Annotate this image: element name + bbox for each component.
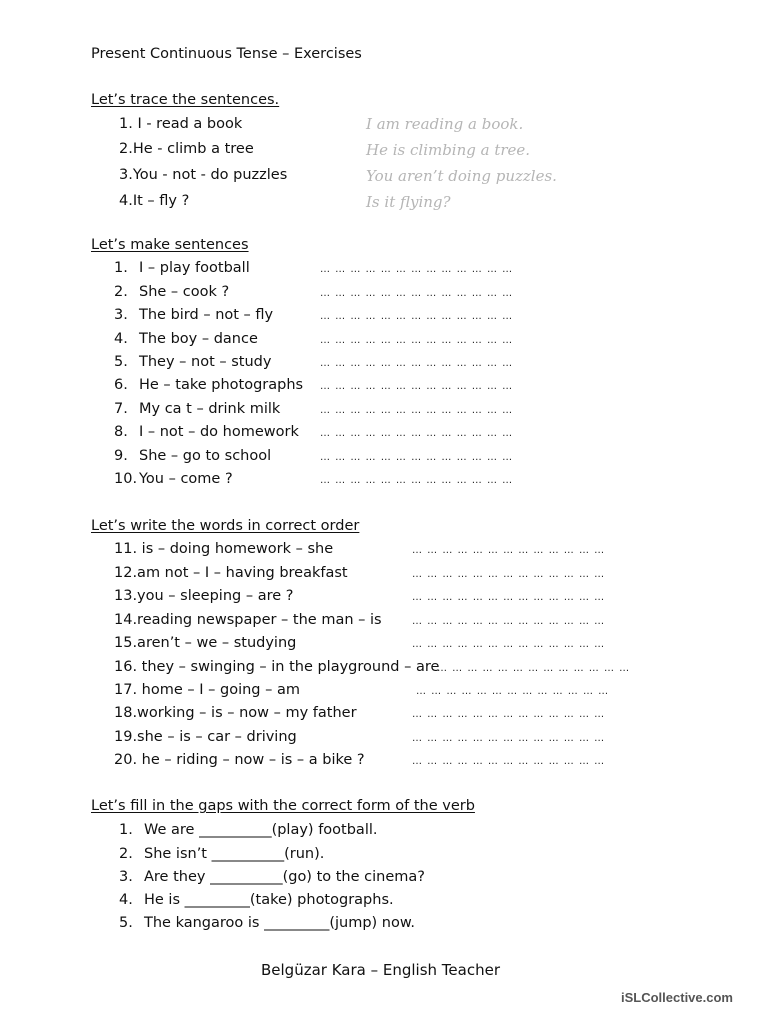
answer-dots: … … … … … … … … … … … … … <box>412 733 606 744</box>
make-item: 5. They – not – study <box>114 354 272 370</box>
order-item: 14.reading newspaper – the man – is <box>114 612 382 628</box>
answer-dots: … … … … … … … … … … … … … <box>437 663 631 674</box>
answer-dots: … … … … … … … … … … … … … <box>320 335 514 346</box>
fill-item: 3. Are they __________(go) to the cinema? <box>119 869 425 885</box>
answer-dots: … … … … … … … … … … … … … <box>412 592 606 603</box>
answer-dots: … … … … … … … … … … … … … <box>412 545 606 556</box>
page-title: Present Continuous Tense – Exercises <box>91 46 362 62</box>
make-item: 10. You – come ? <box>114 471 233 487</box>
make-item: 9. She – go to school <box>114 448 272 464</box>
answer-dots: … … … … … … … … … … … … … <box>320 358 514 369</box>
make-item: 4. The boy – dance <box>114 331 258 347</box>
answer-dots: … … … … … … … … … … … … … <box>320 405 514 416</box>
trace-prompt: 2.He - climb a tree <box>119 141 254 157</box>
trace-prompt: 3.You - not - do puzzles <box>119 167 288 183</box>
answer-dots: … … … … … … … … … … … … … <box>412 756 606 767</box>
order-item: 12.am not – I – having breakfast <box>114 565 348 581</box>
author-footer: Belgüzar Kara – English Teacher <box>261 961 500 979</box>
order-item: 16. they – swinging – in the playground – are <box>114 659 440 675</box>
order-item: 19.she – is – car – driving <box>114 729 297 745</box>
answer-dots: … … … … … … … … … … … … … <box>412 616 606 627</box>
trace-sentence: I am reading a book. <box>366 115 524 133</box>
order-item: 15.aren’t – we – studying <box>114 635 297 651</box>
answer-dots: … … … … … … … … … … … … … <box>320 381 514 392</box>
fill-item: 1. We are __________(play) football. <box>119 822 378 838</box>
answer-dots: … … … … … … … … … … … … … <box>412 569 606 580</box>
order-item: 20. he – riding – now – is – a bike ? <box>114 752 365 768</box>
fill-item: 4. He is _________(take) photographs. <box>119 892 394 908</box>
fill-item: 2. She isn’t __________(run). <box>119 846 325 862</box>
site-watermark: iSLCollective.com <box>621 990 733 1005</box>
fill-item: 5. The kangaroo is _________(jump) now. <box>119 915 415 931</box>
answer-dots: … … … … … … … … … … … … … <box>416 686 610 697</box>
section-order-heading: Let’s write the words in correct order <box>91 518 360 534</box>
trace-sentence: He is climbing a tree. <box>366 141 531 159</box>
trace-prompt: 4.It – fly ? <box>119 193 190 209</box>
order-item: 13.you – sleeping – are ? <box>114 588 294 604</box>
section-make-heading: Let’s make sentences <box>91 237 249 253</box>
make-item: 6. He – take photographs <box>114 377 304 393</box>
answer-dots: … … … … … … … … … … … … … <box>320 288 514 299</box>
section-fill-heading: Let’s fill in the gaps with the correct form of the verb <box>91 798 475 814</box>
section-trace-heading: Let’s trace the sentences. <box>91 92 280 108</box>
trace-prompt: 1. I - read a book <box>119 116 243 132</box>
answer-dots: … … … … … … … … … … … … … <box>320 475 514 486</box>
answer-dots: … … … … … … … … … … … … … <box>320 452 514 463</box>
answer-dots: … … … … … … … … … … … … … <box>320 264 514 275</box>
order-item: 11. is – doing homework – she <box>114 541 334 557</box>
make-item: 2. She – cook ? <box>114 284 230 300</box>
answer-dots: … … … … … … … … … … … … … <box>320 311 514 322</box>
make-item: 1. I – play football <box>114 260 250 276</box>
answer-dots: … … … … … … … … … … … … … <box>412 709 606 720</box>
make-item: 8. I – not – do homework <box>114 424 299 440</box>
order-item: 18.working – is – now – my father <box>114 705 357 721</box>
answer-dots: … … … … … … … … … … … … … <box>412 639 606 650</box>
trace-sentence: You aren’t doing puzzles. <box>366 167 557 185</box>
answer-dots: … … … … … … … … … … … … … <box>320 428 514 439</box>
make-item: 7. My ca t – drink milk <box>114 401 281 417</box>
order-item: 17. home – I – going – am <box>114 682 300 698</box>
trace-sentence: Is it flying? <box>366 193 451 211</box>
make-item: 3. The bird – not – fly <box>114 307 274 323</box>
